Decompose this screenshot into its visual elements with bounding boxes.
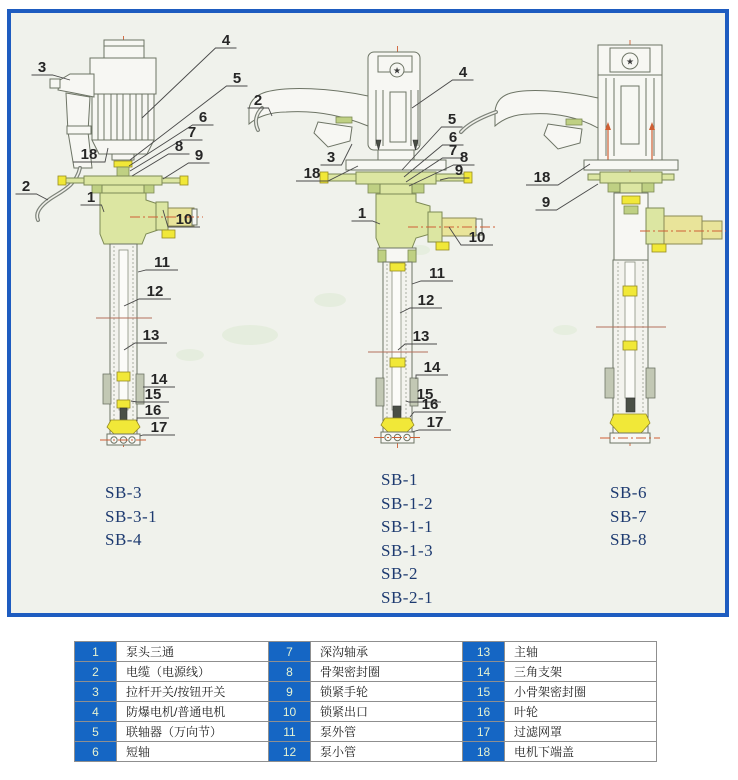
callout-number: 11 — [154, 254, 170, 271]
support-bracket — [136, 374, 144, 404]
model-list-middle — [381, 468, 433, 609]
part-number-cell: 1 — [75, 642, 117, 662]
impeller — [381, 418, 414, 432]
svg-text:★: ★ — [625, 57, 635, 68]
callout-number: 13 — [142, 327, 160, 344]
callout-number: 4 — [221, 32, 231, 49]
callout-number: 2 — [253, 92, 263, 109]
part-name-cell: 叶轮 — [505, 702, 657, 722]
shaft-end — [393, 406, 401, 418]
callout-number: 17 — [426, 414, 444, 431]
svg-text:★: ★ — [392, 66, 402, 77]
model-label: SB-3-1 — [105, 506, 158, 526]
motor-end-cover — [584, 160, 678, 170]
callout-number: 1 — [86, 189, 96, 206]
part-name-cell: 联轴器（万向节） — [117, 722, 269, 742]
pump-tube — [596, 260, 666, 436]
parts-table — [74, 641, 657, 762]
support-bracket — [376, 378, 384, 406]
pump-tube — [368, 262, 428, 440]
part-number-cell: 8 — [269, 662, 311, 682]
parts-table-row — [75, 662, 657, 682]
part-name-cell: 锁紧出口 — [311, 702, 463, 722]
model-list-right — [610, 481, 647, 552]
support-bracket — [103, 374, 111, 404]
callout-number: 9 — [454, 162, 464, 179]
callout-number: 6 — [198, 109, 208, 126]
part-name-cell: 短轴 — [117, 742, 269, 762]
parts-table-row — [75, 742, 657, 762]
part-name-cell: 深沟轴承 — [311, 642, 463, 662]
strainer-plate — [374, 432, 422, 443]
part-number-cell: 14 — [463, 662, 505, 682]
power-cable — [256, 108, 262, 130]
model-label: SB-1 — [381, 470, 418, 489]
callout-number: 7 — [448, 142, 458, 159]
pump-drawing-right — [458, 40, 726, 446]
parts-table-row — [75, 642, 657, 662]
model-label: SB-3 — [105, 483, 142, 502]
callout-number: 14 — [150, 371, 168, 388]
part-number-cell: 3 — [75, 682, 117, 702]
callout-leader-line — [16, 194, 49, 200]
callout-number: 15 — [416, 386, 434, 403]
callout-number: 1 — [357, 205, 367, 222]
callout-number: 10 — [175, 211, 193, 228]
part-name-cell: 泵外管 — [311, 722, 463, 742]
part-number-cell: 12 — [269, 742, 311, 762]
impeller — [610, 414, 650, 433]
part-name-cell: 小骨架密封圈 — [505, 682, 657, 702]
callout-number: 5 — [447, 111, 457, 128]
callout-number: 9 — [194, 147, 204, 164]
callout-number: 12 — [146, 283, 164, 300]
callout-number: 15 — [144, 386, 162, 403]
callout-number: 18 — [533, 169, 551, 186]
model-label: SB-1-1 — [381, 517, 434, 536]
part-name-cell: 拉杆开关/按钮开关 — [117, 682, 269, 702]
callout-leader-line — [412, 80, 474, 108]
impeller — [107, 420, 140, 434]
part-number-cell: 17 — [463, 722, 505, 742]
part-number-cell: 6 — [75, 742, 117, 762]
part-name-cell: 锁紧手轮 — [311, 682, 463, 702]
part-name-cell: 过滤网罩 — [505, 722, 657, 742]
callout-number: 8 — [174, 138, 184, 155]
model-label: SB-4 — [105, 530, 142, 549]
part-number-cell: 15 — [463, 682, 505, 702]
coupling — [114, 161, 132, 176]
callout-number: 17 — [150, 419, 168, 436]
part-name-cell: 泵小管 — [311, 742, 463, 762]
part-number-cell: 13 — [463, 642, 505, 662]
callout-number: 9 — [541, 194, 551, 211]
motor-end-cover — [346, 160, 446, 170]
strainer-plate — [600, 433, 660, 443]
callout-number: 16 — [144, 402, 162, 419]
shaft-end — [120, 408, 127, 420]
model-label: SB-2 — [381, 564, 418, 583]
pump-head — [614, 193, 648, 260]
parts-table-row — [75, 722, 657, 742]
callout-number: 16 — [421, 396, 439, 413]
part-number-cell: 9 — [269, 682, 311, 702]
part-number-cell: 2 — [75, 662, 117, 682]
parts-table-row — [75, 682, 657, 702]
part-name-cell: 骨架密封圈 — [311, 662, 463, 682]
model-label: SB-2-1 — [381, 587, 434, 607]
shaft-end — [626, 398, 635, 412]
part-number-cell: 5 — [75, 722, 117, 742]
handle-switch — [495, 91, 598, 149]
part-number-cell: 7 — [269, 642, 311, 662]
model-list-left — [105, 481, 157, 552]
part-name-cell: 三角支架 — [505, 662, 657, 682]
part-number-cell: 4 — [75, 702, 117, 722]
outlet — [640, 208, 726, 252]
model-label: SB-7 — [610, 506, 647, 526]
support-bracket — [646, 368, 655, 398]
pump-drawing-middle — [249, 46, 496, 448]
handle-switch — [249, 89, 368, 147]
callout-number: 4 — [458, 64, 468, 81]
pump-drawing-left — [37, 36, 203, 447]
callout-number: 18 — [303, 165, 321, 182]
paper-texture — [176, 245, 577, 361]
callout-number: 6 — [448, 129, 458, 146]
part-number-cell: 18 — [463, 742, 505, 762]
callout-number: 10 — [468, 229, 486, 246]
part-number-cell: 16 — [463, 702, 505, 722]
callout-number: 11 — [429, 265, 445, 282]
callout-number: 3 — [37, 59, 47, 76]
callout-number: 18 — [80, 146, 98, 163]
model-label: SB-6 — [610, 483, 647, 502]
power-cable — [461, 112, 496, 132]
callout-number: 2 — [21, 178, 31, 195]
part-number-cell: 11 — [269, 722, 311, 742]
part-name-cell: 泵头三通 — [117, 642, 269, 662]
part-name-cell: 防爆电机/普通电机 — [117, 702, 269, 722]
callout-number: 12 — [417, 292, 435, 309]
model-label: SB-8 — [610, 530, 647, 549]
parts-table-row — [75, 702, 657, 722]
part-name-cell: 主轴 — [505, 642, 657, 662]
model-label: SB-1-3 — [381, 540, 434, 560]
locking-handwheel — [588, 172, 674, 193]
callout-number: 5 — [232, 70, 242, 87]
callout-number: 14 — [423, 359, 441, 376]
support-bracket — [605, 368, 614, 398]
callout-number: 7 — [187, 124, 197, 141]
part-name-cell: 电缆（电源线） — [117, 662, 269, 682]
callout-number: 3 — [326, 149, 336, 166]
model-label: SB-1-2 — [381, 493, 434, 513]
callout-number: 13 — [412, 328, 430, 345]
part-name-cell: 电机下端盖 — [505, 742, 657, 762]
callout-number: 8 — [459, 149, 469, 166]
part-number-cell: 10 — [269, 702, 311, 722]
motor — [90, 40, 156, 160]
